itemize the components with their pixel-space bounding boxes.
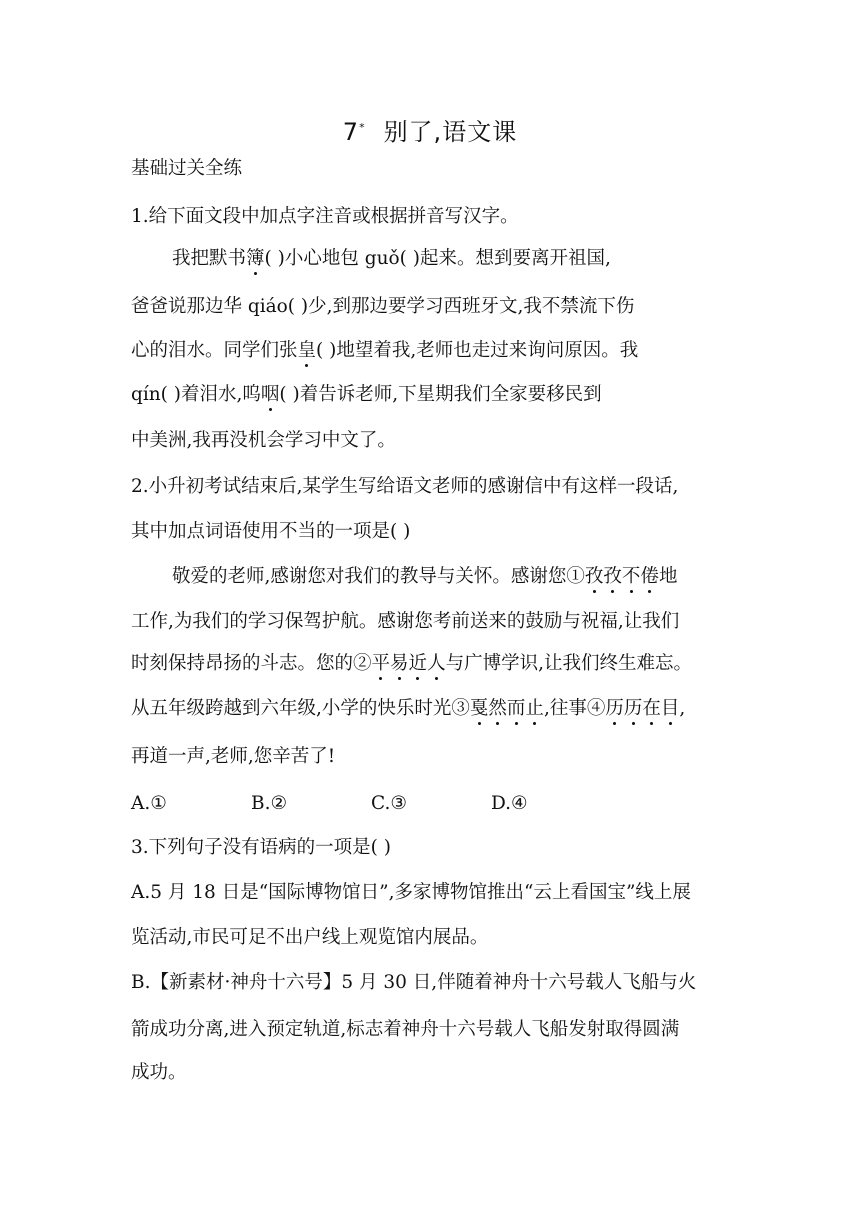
q1-line-3: 心的泪水。同学们张皇( )地望着我,老师也走过来询问原因。我 xyxy=(131,340,639,361)
q2-para-line-3: 时刻保持昂扬的斗志。您的②平易近人与广博学识,让我们终生难忘。 xyxy=(131,653,692,674)
q2-option-d[interactable]: D.④ xyxy=(491,793,528,814)
q3-option-a-line-1[interactable]: A.5 月 18 日是“国际博物馆日”,多家博物馆推出“云上看国宝”线上展 xyxy=(131,882,691,903)
q2-stem-1: 2.小升初考试结束后,某学生写给语文老师的感谢信中有这样一段话, xyxy=(131,476,679,497)
q3-option-b-line-2[interactable]: 箭成功分离,进入预定轨道,标志着神舟十六号载人飞船发射取得圆满 xyxy=(131,1019,680,1040)
q2-para-line-1: 敬爱的老师,感谢您对我们的教导与关怀。感谢您①孜孜不倦地 xyxy=(172,566,678,587)
q3-option-b-line-3[interactable]: 成功。 xyxy=(131,1062,187,1083)
q3-option-b-line-1[interactable]: B.【新素材·神舟十六号】5 月 30 日,伴随着神舟十六号载人飞船与火 xyxy=(131,972,697,993)
section-heading: 基础过关全练 xyxy=(131,158,243,179)
q1-line-2: 爸爸说那边华 qiáo( )少,到那边要学习西班牙文,我不禁流下伤 xyxy=(131,296,635,317)
page-title: 7* 别了,语文课 xyxy=(342,118,518,146)
q2-option-c[interactable]: C.③ xyxy=(371,793,407,814)
q3-option-a-line-2[interactable]: 览活动,市民可足不出户线上观览馆内展品。 xyxy=(131,927,489,948)
q3-stem: 3.下列句子没有语病的一项是( ) xyxy=(131,837,391,858)
q1-line-5: 中美洲,我再没机会学习中文了。 xyxy=(131,430,396,451)
q2-option-b[interactable]: B.② xyxy=(251,793,288,814)
q2-para-line-4: 从五年级跨越到六年级,小学的快乐时光③戛然而止,往事④历历在目, xyxy=(131,698,686,719)
q2-stem-2: 其中加点词语使用不当的一项是( ) xyxy=(131,521,411,542)
q1-line-4: qín( )着泪水,呜咽( )着告诉老师,下星期我们全家要移民到 xyxy=(131,384,602,405)
q1-line-1: 我把默书簿( )小心地包 guǒ( )起来。想到要离开祖国, xyxy=(172,248,611,269)
q2-para-line-5: 再道一声,老师,您辛苦了! xyxy=(131,746,336,767)
q2-option-a[interactable]: A.① xyxy=(131,793,167,814)
q2-para-line-2: 工作,为我们的学习保驾护航。感谢您考前送来的鼓励与祝福,让我们 xyxy=(131,611,680,632)
q1-stem: 1.给下面文段中加点字注音或根据拼音写汉字。 xyxy=(131,206,519,227)
